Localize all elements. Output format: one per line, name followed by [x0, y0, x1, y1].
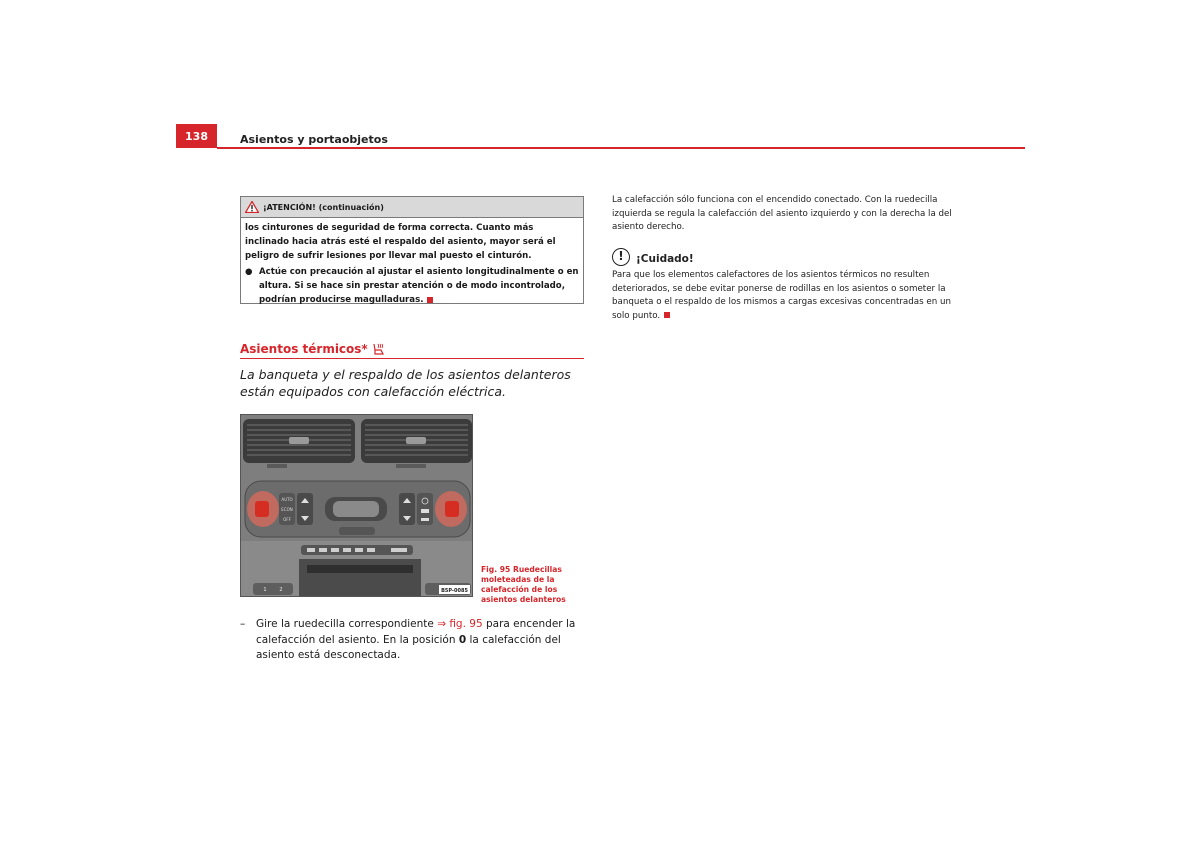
section-title-text: Asientos térmicos*	[240, 342, 368, 356]
warning-bullet	[245, 265, 579, 307]
radio-button-1-label: 1	[263, 587, 267, 593]
section-rule	[240, 358, 584, 359]
header-rule	[217, 147, 1025, 149]
dashboard-illustration	[241, 415, 473, 597]
running-header-title: Asientos y portaobjetos	[240, 133, 388, 146]
step-text-after: la calefacción del asiento está desconectada.	[256, 633, 561, 661]
caution-text: Para que los elementos calefactores de los asientos térmicos no resulten deteriorados, se debe evitar ponerse de rodillas en los asientos o someter la banqueta o el respaldo de los mismos a cargas excesivas concentradas en un solo punto.	[612, 270, 951, 321]
warning-body	[241, 218, 583, 310]
section-title	[240, 342, 386, 356]
figure-dashboard-photo	[240, 414, 473, 597]
end-of-section-mark	[664, 312, 670, 318]
right-column-paragraph	[612, 194, 960, 235]
warning-heading: ¡ATENCIÓN! (continuación)	[263, 202, 384, 212]
section-intro: La banqueta y el respaldo de los asientos delanteros están equipados con calefacción eléctrica.	[240, 367, 571, 399]
warning-triangle-icon	[245, 201, 259, 213]
bullet-dot-icon: ●	[245, 267, 253, 277]
instruction-step	[240, 617, 585, 664]
warning-heading-bar	[241, 197, 583, 218]
figure-code: B5P-0085	[441, 588, 468, 594]
warning-paragraph: los cinturones de seguridad de forma correcta. Cuanto más inclinado hacia atrás esté el respaldo del asiento, mayor será el peligro de sufrir lesiones por llevar mal puesto el cinturón.	[245, 223, 556, 261]
step-position-zero: 0	[458, 633, 467, 646]
right-paragraph: La calefacción sólo funciona con el encendido conectado. Con la ruedecilla izquierda se regula la calefacción del asiento izquierdo y con la derecha la del asiento derecho.	[612, 195, 952, 232]
caution-exclamation-icon: !	[612, 248, 630, 266]
step-dash: –	[240, 618, 246, 630]
step-text-before: Gire la ruedecilla correspondiente	[256, 618, 434, 630]
end-of-section-mark	[427, 297, 433, 303]
warning-bullet-text: Actúe con precaución al ajustar el asiento longitudinalmente o en altura. Si se hace sin prestar atención o de modo incontrolado, podrían producirse magulladuras.	[259, 267, 579, 305]
warning-box	[240, 196, 584, 304]
heated-seat-icon	[372, 342, 386, 356]
caution-block	[612, 248, 960, 323]
step-text-middle: para encender la calefacción del asiento. En la posición	[256, 618, 576, 646]
figure-caption: Fig. 95 Ruedecillas moleteadas de la calefacción de los asientos delanteros	[481, 565, 566, 604]
figure-reference-link[interactable]: ⇒ fig. 95	[437, 618, 483, 630]
econ-button-label: ECON	[281, 507, 293, 512]
page-number: 138	[176, 124, 217, 148]
off-button-label: OFF	[283, 517, 291, 522]
caution-heading	[612, 248, 960, 266]
caution-title: ¡Cuidado!	[636, 252, 694, 265]
radio-button-2-label: 2	[279, 587, 283, 593]
auto-button-label: AUTO	[281, 497, 293, 502]
